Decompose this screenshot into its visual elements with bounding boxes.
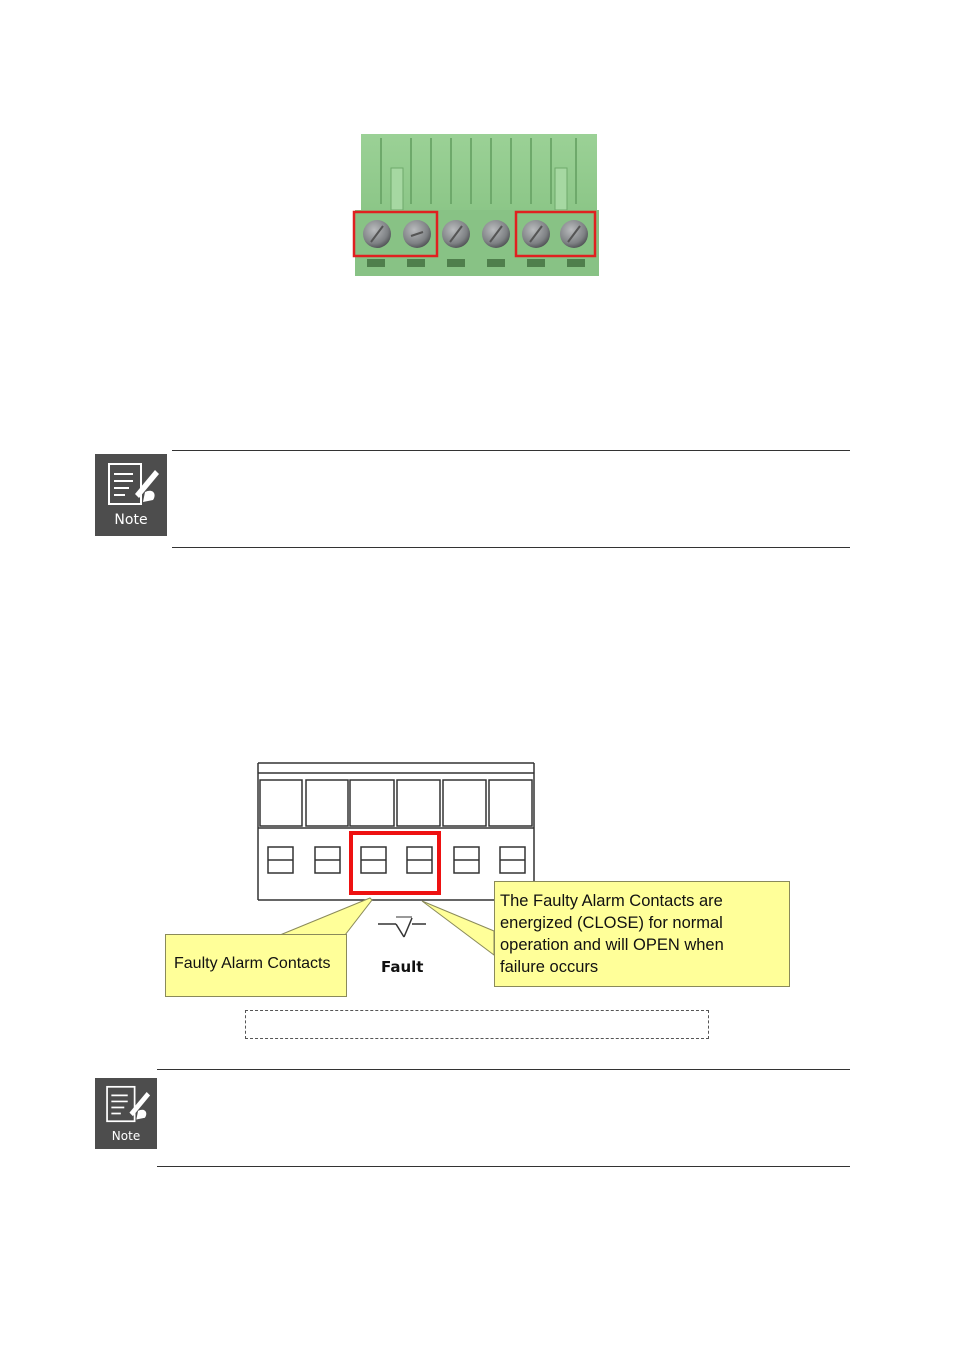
terminal-block-illustration [351, 134, 601, 276]
note-icon-1 [95, 454, 167, 536]
fault-label: Fault [381, 958, 424, 976]
terminal-block-photo [351, 134, 601, 276]
note-1-bottom-rule [172, 547, 850, 548]
note-2-top-rule [157, 1069, 850, 1070]
figure-caption-box [245, 1010, 709, 1039]
callout-left-text: Faulty Alarm Contacts [174, 955, 331, 972]
callout-right-line-1: The Faulty Alarm Contacts are [500, 892, 723, 910]
callout-right-line-4: failure occurs [500, 958, 599, 976]
note-2-bottom-rule [157, 1166, 850, 1167]
callout-right-line-2: energized (CLOSE) for normal [500, 914, 723, 932]
note-label: Note [114, 512, 148, 528]
fault-switch-symbol [378, 917, 426, 937]
note-1-top-rule [172, 450, 850, 451]
note-icon-2 [95, 1078, 157, 1149]
callout-contacts-description [494, 881, 790, 987]
note-label: Note [111, 1129, 141, 1143]
callout-right-line-3: operation and will OPEN when [500, 936, 724, 954]
fault-contacts-highlight [351, 833, 439, 893]
callout-faulty-alarm-contacts [165, 934, 347, 997]
